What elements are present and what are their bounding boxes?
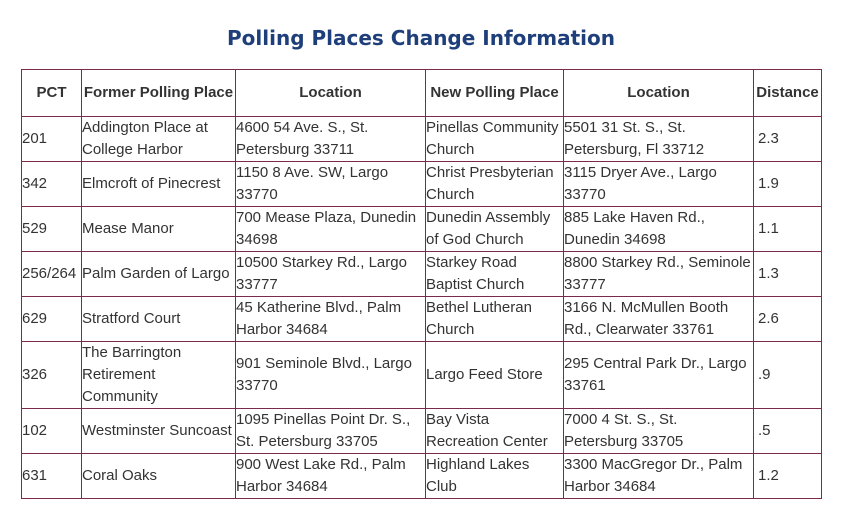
- former-location-cell: 45 Katherine Blvd., Palm Harbor 34684: [236, 297, 426, 342]
- table-row: [22, 297, 822, 342]
- distance-cell: 2.6: [754, 297, 822, 342]
- new-location-cell: 3115 Dryer Ave., Largo 33770: [564, 162, 754, 207]
- page-title: Polling Places Change Information: [227, 26, 615, 50]
- new-place-cell: Christ Presbyterian Church: [426, 162, 564, 207]
- distance-cell: 1.1: [754, 207, 822, 252]
- former-place-cell: Mease Manor: [82, 207, 236, 252]
- pct-cell: 529: [22, 207, 82, 252]
- former-place-cell: Palm Garden of Largo: [82, 252, 236, 297]
- new-place-cell: Highland Lakes Club: [426, 454, 564, 499]
- table-row: [22, 409, 822, 454]
- pct-cell: 342: [22, 162, 82, 207]
- header-new-polling-place: New Polling Place: [426, 70, 564, 117]
- new-place-cell: Pinellas Community Church: [426, 117, 564, 162]
- pct-cell: 629: [22, 297, 82, 342]
- new-location-cell: 295 Central Park Dr., Largo 33761: [564, 342, 754, 409]
- new-location-cell: 3166 N. McMullen Booth Rd., Clearwater 33761: [564, 297, 754, 342]
- header-row: [22, 70, 822, 117]
- new-place-cell: Dunedin Assembly of God Church: [426, 207, 564, 252]
- header-distance: Distance: [754, 70, 822, 117]
- pct-cell: 326: [22, 342, 82, 409]
- new-location-cell: 885 Lake Haven Rd., Dunedin 34698: [564, 207, 754, 252]
- table-row: [22, 117, 822, 162]
- pct-cell: 256/264: [22, 252, 82, 297]
- pct-cell: 102: [22, 409, 82, 454]
- pct-cell: 201: [22, 117, 82, 162]
- former-place-cell: Coral Oaks: [82, 454, 236, 499]
- new-location-cell: 5501 31 St. S., St. Petersburg, Fl 33712: [564, 117, 754, 162]
- table-row: [22, 342, 822, 409]
- former-location-cell: 900 West Lake Rd., Palm Harbor 34684: [236, 454, 426, 499]
- table-row: [22, 454, 822, 499]
- new-place-cell: Bethel Lutheran Church: [426, 297, 564, 342]
- new-place-cell: Bay Vista Recreation Center: [426, 409, 564, 454]
- former-place-cell: Addington Place at College Harbor: [82, 117, 236, 162]
- former-location-cell: 4600 54 Ave. S., St. Petersburg 33711: [236, 117, 426, 162]
- former-location-cell: 700 Mease Plaza, Dunedin 34698: [236, 207, 426, 252]
- new-place-cell: Largo Feed Store: [426, 342, 564, 409]
- table-row: [22, 207, 822, 252]
- table-row: [22, 252, 822, 297]
- polling-changes-table: [21, 69, 822, 499]
- former-place-cell: The Barrington Retirement Community: [82, 342, 236, 409]
- new-location-cell: 7000 4 St. S., St. Petersburg 33705: [564, 409, 754, 454]
- former-place-cell: Stratford Court: [82, 297, 236, 342]
- new-place-cell: Starkey Road Baptist Church: [426, 252, 564, 297]
- new-location-cell: 3300 MacGregor Dr., Palm Harbor 34684: [564, 454, 754, 499]
- distance-cell: 2.3: [754, 117, 822, 162]
- distance-cell: 1.3: [754, 252, 822, 297]
- new-location-cell: 8800 Starkey Rd., Seminole 33777: [564, 252, 754, 297]
- former-place-cell: Elmcroft of Pinecrest: [82, 162, 236, 207]
- distance-cell: .9: [754, 342, 822, 409]
- distance-cell: 1.9: [754, 162, 822, 207]
- header-new-location: Location: [564, 70, 754, 117]
- header-pct: PCT: [22, 70, 82, 117]
- table-row: [22, 162, 822, 207]
- header-location: Location: [236, 70, 426, 117]
- former-location-cell: 10500 Starkey Rd., Largo 33777: [236, 252, 426, 297]
- distance-cell: .5: [754, 409, 822, 454]
- header-former-polling-place: Former Polling Place: [82, 70, 236, 117]
- former-location-cell: 1150 8 Ave. SW, Largo 33770: [236, 162, 426, 207]
- former-place-cell: Westminster Suncoast: [82, 409, 236, 454]
- pct-cell: 631: [22, 454, 82, 499]
- former-location-cell: 1095 Pinellas Point Dr. S., St. Petersburg 33705: [236, 409, 426, 454]
- distance-cell: 1.2: [754, 454, 822, 499]
- former-location-cell: 901 Seminole Blvd., Largo 33770: [236, 342, 426, 409]
